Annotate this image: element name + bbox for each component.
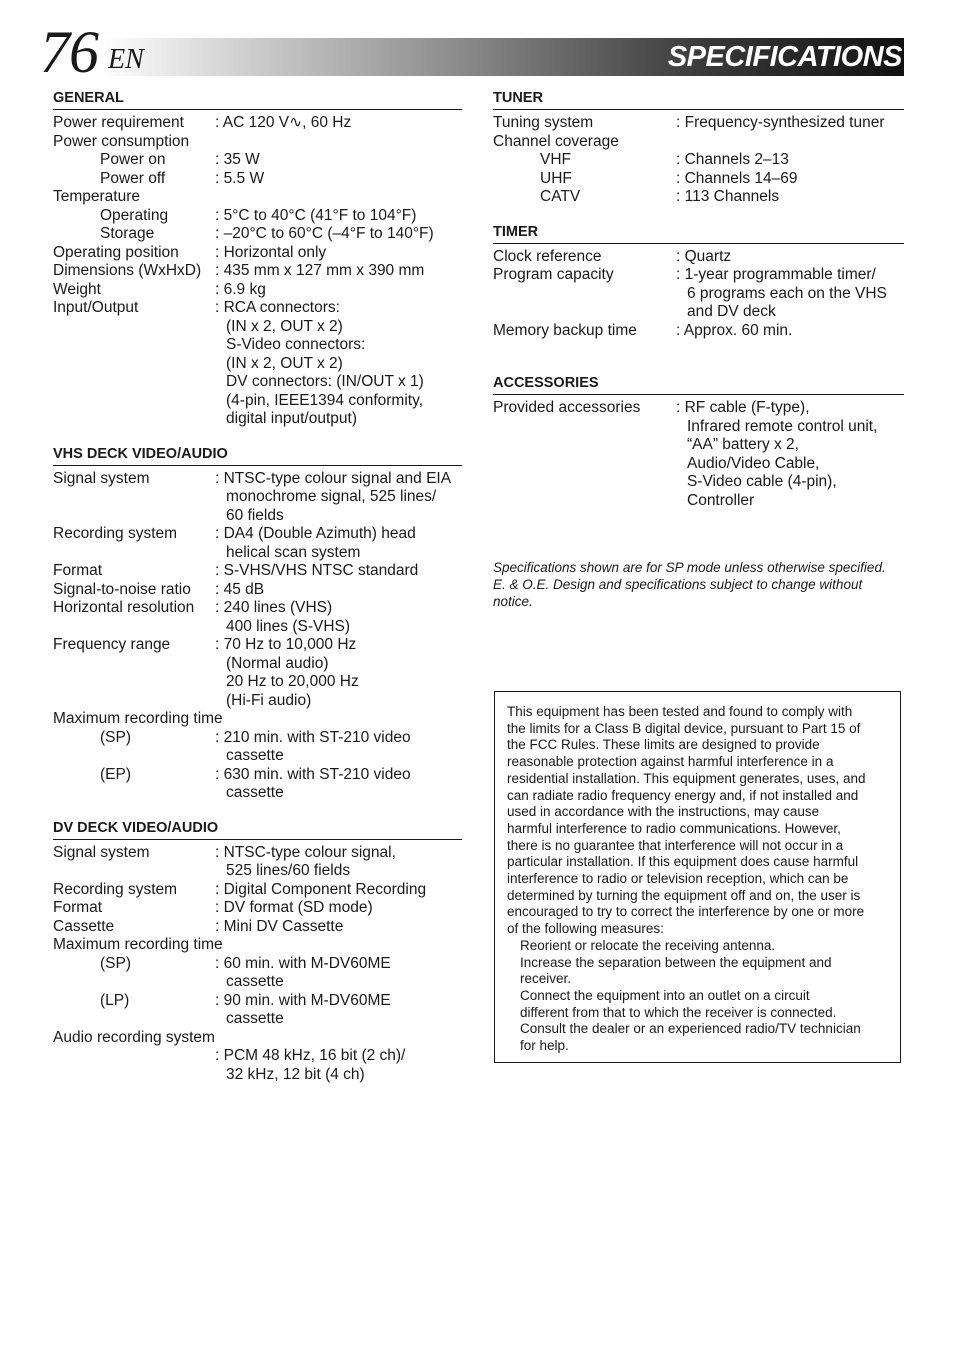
- spec-label: Temperature: [53, 188, 141, 205]
- spec-value-line: : Frequency-synthesized tuner: [676, 114, 885, 131]
- spec-row: [53, 170, 462, 189]
- section-title: ACCESSORIES: [493, 375, 904, 395]
- note-line: notice.: [493, 594, 533, 609]
- spec-value-line: Audio/Video Cable,: [687, 454, 820, 472]
- fcc-measure-line: Connect the equipment into an outlet on a circuit: [520, 987, 810, 1003]
- spec-section: [493, 224, 904, 341]
- spec-value: [215, 729, 462, 766]
- spec-value-line: (IN x 2, OUT x 2): [226, 317, 343, 335]
- section-title: VHS DECK VIDEO/AUDIO: [53, 446, 462, 466]
- spec-value-line: : Horizontal only: [215, 243, 327, 261]
- spec-value-line: : 45 dB: [215, 580, 265, 598]
- spec-value: [215, 225, 462, 244]
- spec-label: Power on: [100, 151, 166, 168]
- note-line: E. & O.E. Design and specifications subject to change without: [493, 577, 863, 592]
- spec-label: Dimensions (WxHxD): [53, 262, 202, 279]
- fcc-measure-line: Increase the separation between the equipment and: [520, 954, 832, 970]
- spec-row: [53, 470, 462, 526]
- spec-label: Power off: [100, 169, 166, 187]
- spec-value: [215, 881, 462, 900]
- spec-label: Maximum recording time: [53, 710, 223, 727]
- spec-value: [676, 151, 904, 170]
- spec-value: [215, 525, 462, 562]
- fcc-text-line: of the following measures:: [507, 921, 664, 937]
- spec-value-line: : 210 min. with ST-210 video: [215, 728, 411, 746]
- spec-value-line: 525 lines/60 fields: [226, 862, 351, 879]
- spec-row: [53, 599, 462, 636]
- spec-value: [215, 114, 462, 133]
- fcc-text-line: determined by turning the equipment off and on, the user is: [507, 887, 861, 903]
- spec-label: Recording system: [53, 525, 178, 542]
- spec-value-line: : 1-year programmable timer/: [676, 266, 876, 283]
- spec-value-line: : 35 W: [215, 151, 260, 168]
- spec-row: [53, 636, 462, 710]
- spec-value: [215, 1047, 462, 1084]
- spec-label: Power requirement: [53, 114, 184, 131]
- spec-label: Frequency range: [53, 636, 171, 653]
- spec-value: [215, 766, 462, 803]
- section-title: GENERAL: [53, 90, 462, 110]
- spec-value: [676, 266, 904, 322]
- spec-value: [676, 170, 904, 189]
- spec-value-line: : Digital Component Recording: [215, 880, 427, 898]
- spec-row: [493, 170, 904, 189]
- spec-label: Power consumption: [53, 132, 190, 150]
- spec-label: Program capacity: [493, 266, 614, 283]
- fcc-text-line: interference to radio or television reception, which can be: [507, 871, 849, 887]
- spec-label: Storage: [100, 225, 155, 242]
- spec-label: Tuning system: [493, 114, 594, 131]
- fcc-text-line: harmful interference to radio communications. However,: [507, 820, 841, 836]
- spec-label: Signal system: [53, 469, 150, 487]
- spec-value-line: : 435 mm x 127 mm x 390 mm: [215, 262, 425, 279]
- spec-value: [215, 581, 462, 600]
- fcc-text-line: particular installation. If this equipment does cause harmful: [507, 854, 859, 870]
- fcc-measure-line: Reorient or relocate the receiving antenna.: [520, 937, 776, 953]
- spec-value: [676, 248, 904, 267]
- fcc-text-line: there is no guarantee that interference will not occur in a: [507, 837, 844, 853]
- spec-value: [215, 170, 462, 189]
- spec-value: [676, 399, 904, 510]
- spec-row: [493, 322, 904, 341]
- spec-section: [53, 90, 462, 429]
- right-spec-column: [493, 90, 904, 510]
- spec-label: (LP): [100, 991, 130, 1009]
- fcc-text-line: This equipment has been tested and found to comply with: [507, 704, 853, 719]
- fcc-text-line: the FCC Rules. These limits are designed to provide: [507, 737, 820, 753]
- spec-label: Operating position: [53, 243, 179, 261]
- spec-value-line: 6 programs each on the VHS: [687, 284, 887, 302]
- spec-value-line: : 630 min. with ST-210 video: [215, 765, 411, 783]
- spec-row: [53, 244, 462, 263]
- fcc-measure-line: different from that to which the receiver is connected.: [520, 1004, 837, 1020]
- spec-label: Format: [53, 899, 103, 916]
- spec-row: [53, 1029, 462, 1048]
- spec-section: [53, 446, 462, 803]
- spec-value: [215, 955, 462, 992]
- spec-row: [53, 188, 462, 207]
- spec-value: [215, 262, 462, 281]
- spec-row: [53, 899, 462, 918]
- spec-value: [215, 636, 462, 710]
- spec-value-line: : RF cable (F-type),: [676, 399, 810, 416]
- spec-value: [215, 992, 462, 1029]
- spec-value-line: DV connectors: (IN/OUT x 1): [226, 373, 424, 390]
- spec-label: Input/Output: [53, 299, 139, 316]
- spec-value-line: : Channels 2–13: [676, 151, 789, 168]
- spec-row: [53, 1047, 462, 1084]
- spec-value: [676, 188, 904, 207]
- spec-value-line: 32 kHz, 12 bit (4 ch): [226, 1065, 365, 1083]
- section-title: TIMER: [493, 224, 904, 244]
- spec-row: [53, 581, 462, 600]
- spec-value-line: cassette: [226, 973, 284, 990]
- spec-value-line: cassette: [226, 1010, 284, 1027]
- spec-row: [493, 188, 904, 207]
- spec-row: [53, 918, 462, 937]
- fcc-text-line: can radiate radio frequency energy and, if not installed and: [507, 787, 859, 803]
- fcc-notice-box: [494, 691, 901, 1063]
- spec-label: Clock reference: [493, 247, 602, 265]
- spec-row: [53, 766, 462, 803]
- spec-value: [676, 322, 904, 341]
- spec-value: [215, 151, 462, 170]
- page-number: 76: [40, 19, 98, 85]
- spec-label: Recording system: [53, 880, 178, 898]
- fcc-measure-line: for help.: [520, 1038, 569, 1054]
- spec-row: [493, 266, 904, 322]
- spec-value-line: cassette: [226, 784, 284, 801]
- spec-value-line: : 70 Hz to 10,000 Hz: [215, 636, 357, 653]
- spec-value-line: : Channels 14–69: [676, 169, 798, 187]
- spec-value: [215, 844, 462, 881]
- spec-row: [53, 844, 462, 881]
- spec-value-line: Infrared remote control unit,: [687, 417, 878, 435]
- spec-row: [493, 114, 904, 133]
- spec-value-line: : DV format (SD mode): [215, 899, 373, 916]
- spec-row: [53, 881, 462, 900]
- spec-row: [53, 562, 462, 581]
- spec-value-line: : DA4 (Double Azimuth) head: [215, 525, 416, 542]
- spec-label: (SP): [100, 954, 131, 972]
- spec-label: Signal-to-noise ratio: [53, 580, 191, 598]
- spec-row: [53, 114, 462, 133]
- spec-value-line: 400 lines (S-VHS): [226, 617, 351, 635]
- spec-value-line: : NTSC-type colour signal,: [215, 843, 396, 861]
- spec-value-line: (Hi-Fi audio): [226, 691, 312, 709]
- spec-label: Horizontal resolution: [53, 599, 195, 616]
- spec-value-line: : S-VHS/VHS NTSC standard: [215, 562, 419, 579]
- spec-label: Cassette: [53, 917, 115, 935]
- spec-row: [493, 151, 904, 170]
- spec-value: [215, 299, 462, 429]
- spec-label: Provided accessories: [493, 399, 641, 416]
- fcc-measure-line: receiver.: [520, 971, 572, 987]
- spec-value-line: monochrome signal, 525 lines/: [226, 488, 437, 505]
- spec-value-line: S-Video cable (4-pin),: [687, 473, 837, 490]
- spec-label: UHF: [540, 169, 572, 187]
- spec-label: [53, 1047, 215, 1084]
- spec-label: Weight: [53, 280, 101, 298]
- spec-value-line: : 240 lines (VHS): [215, 599, 333, 616]
- spec-label: Operating: [100, 206, 169, 224]
- spec-value-line: digital input/output): [226, 410, 357, 427]
- spec-row: [53, 525, 462, 562]
- spec-label: Channel coverage: [493, 132, 619, 150]
- spec-section: [53, 820, 462, 1085]
- spec-value: [676, 114, 904, 133]
- spec-value-line: : 113 Channels: [676, 188, 780, 205]
- spec-value-line: S-Video connectors:: [226, 336, 366, 353]
- spec-value-line: (IN x 2, OUT x 2): [226, 354, 343, 372]
- spec-value-line: (Normal audio): [226, 654, 329, 672]
- spec-value-line: cassette: [226, 747, 284, 764]
- spec-section: [493, 375, 904, 510]
- spec-value-line: and DV deck: [687, 303, 776, 320]
- fcc-text-line: used in accordance with the instructions, may cause: [507, 804, 820, 820]
- spec-value-line: : 60 min. with M-DV60ME: [215, 954, 391, 972]
- spec-value: [215, 207, 462, 226]
- spec-row: [53, 710, 462, 729]
- spec-value-line: : –20°C to 60°C (–4°F to 140°F): [215, 225, 434, 242]
- spec-value-line: (4-pin, IEEE1394 conformity,: [226, 391, 423, 409]
- spec-value: [215, 918, 462, 937]
- spec-label: Memory backup time: [493, 321, 637, 339]
- page-language: EN: [108, 44, 144, 75]
- spec-label: (EP): [100, 765, 131, 783]
- spec-value-line: : 6.9 kg: [215, 280, 266, 298]
- spec-row: [53, 955, 462, 992]
- spec-label: (SP): [100, 728, 131, 746]
- spec-label: CATV: [540, 188, 581, 205]
- spec-value: [215, 470, 462, 526]
- spec-row: [53, 992, 462, 1029]
- spec-value-line: : NTSC-type colour signal and EIA: [215, 469, 452, 487]
- spec-value: [215, 562, 462, 581]
- fcc-text-line: encouraged to try to correct the interference by one or more: [507, 904, 865, 920]
- spec-value-line: helical scan system: [226, 543, 361, 561]
- fcc-text-line: the limits for a Class B digital device, pursuant to Part 15 of: [507, 720, 861, 736]
- spec-value-line: : Quartz: [676, 247, 732, 265]
- spec-value-line: : 90 min. with M-DV60ME: [215, 991, 391, 1009]
- spec-value-line: : Approx. 60 min.: [676, 321, 793, 339]
- spec-label: Signal system: [53, 843, 150, 861]
- fcc-measure-line: Consult the dealer or an experienced radio/TV technician: [520, 1021, 861, 1037]
- spec-value: [215, 244, 462, 263]
- spec-label: Audio recording system: [53, 1028, 215, 1046]
- spec-row: [53, 729, 462, 766]
- spec-value: [215, 899, 462, 918]
- spec-row: [493, 133, 904, 152]
- spec-row: [53, 299, 462, 429]
- spec-value-line: “AA” battery x 2,: [687, 436, 799, 453]
- note-line: Specifications shown are for SP mode unless otherwise specified.: [493, 560, 886, 575]
- spec-row: [53, 262, 462, 281]
- specifications-note: [493, 559, 904, 610]
- spec-value-line: Controller: [687, 491, 755, 509]
- fcc-text-line: residential installation. This equipment generates, uses, and: [507, 770, 866, 786]
- spec-value-line: : AC 120 V∿, 60 Hz: [215, 114, 352, 131]
- spec-value-line: : 5°C to 40°C (41°F to 104°F): [215, 206, 417, 224]
- spec-row: [53, 207, 462, 226]
- spec-label: Maximum recording time: [53, 936, 223, 953]
- spec-label: Format: [53, 562, 103, 579]
- left-spec-column: [53, 90, 462, 1084]
- spec-value-line: : PCM 48 kHz, 16 bit (2 ch)/: [215, 1047, 406, 1064]
- spec-value-line: 60 fields: [226, 506, 284, 524]
- fcc-text-line: reasonable protection against harmful interference in a: [507, 754, 834, 770]
- spec-row: [493, 399, 904, 510]
- spec-value-line: : Mini DV Cassette: [215, 917, 344, 935]
- spec-row: [53, 936, 462, 955]
- spec-row: [53, 151, 462, 170]
- page-title: SPECIFICATIONS: [667, 41, 902, 73]
- spec-value-line: : RCA connectors:: [215, 299, 340, 316]
- spec-label: VHF: [540, 151, 571, 168]
- spec-row: [53, 133, 462, 152]
- spec-row: [53, 225, 462, 244]
- spec-row: [493, 248, 904, 267]
- spec-value-line: 20 Hz to 20,000 Hz: [226, 673, 359, 690]
- spec-value: [215, 281, 462, 300]
- spec-row: [53, 281, 462, 300]
- section-title: DV DECK VIDEO/AUDIO: [53, 820, 462, 840]
- section-title: TUNER: [493, 90, 904, 110]
- spec-value: [215, 599, 462, 636]
- spec-section: [493, 90, 904, 207]
- spec-value-line: : 5.5 W: [215, 169, 265, 187]
